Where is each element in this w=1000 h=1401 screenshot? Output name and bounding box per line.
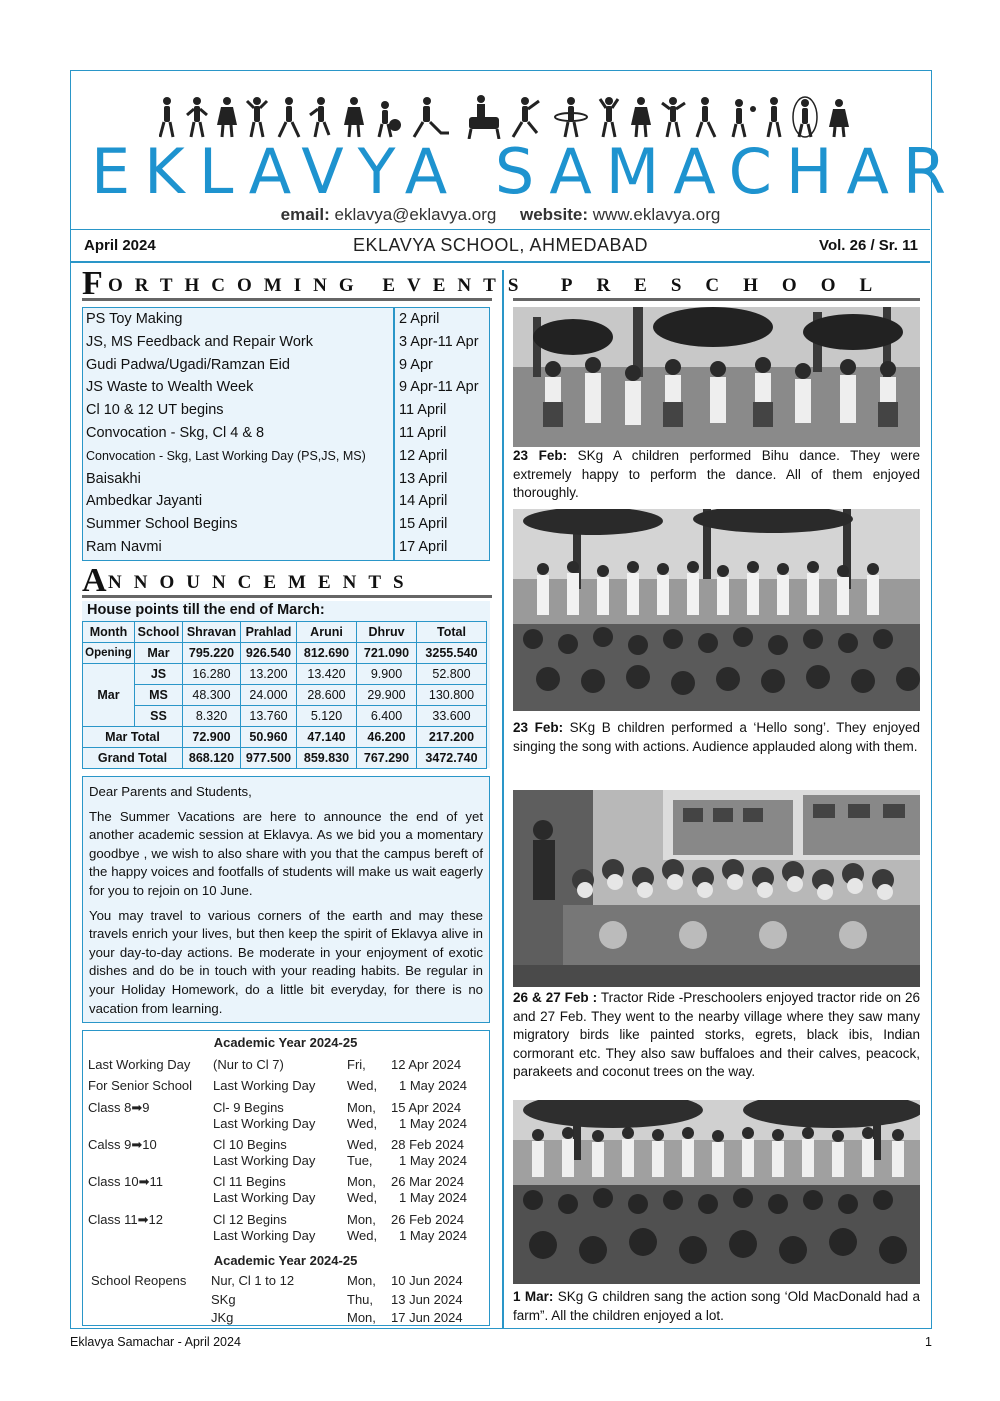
academic-heading: Academic Year 2024-25 (213, 1035, 358, 1050)
event-name: Convocation - Skg, Cl 4 & 8 (86, 425, 265, 441)
event-row (83, 536, 488, 559)
caption-date: 23 Feb: (513, 720, 564, 735)
calendar-date: 13 Jun 2024 (391, 1292, 463, 1307)
event-name: Ram Navmi (86, 539, 162, 555)
calendar-label: Class 10➡11 (88, 1174, 163, 1189)
event-date: 9 Apr (399, 356, 433, 373)
issue-date: April 2024 (84, 237, 156, 254)
table-cell: Mar Total (83, 727, 183, 748)
infobar-divider (71, 261, 930, 263)
calendar-day: Fri, (347, 1057, 366, 1072)
event-row (83, 376, 488, 399)
event-row (83, 468, 488, 491)
table-row (83, 685, 487, 706)
calendar-day: Mon, (347, 1273, 376, 1288)
house-points-panel (82, 601, 490, 768)
house-points-caption: House points till the end of March: (87, 602, 325, 618)
email-address[interactable]: eklavya@eklavya.org (334, 205, 497, 224)
event-row (83, 354, 488, 377)
calendar-item: Cl 10 Begins (213, 1137, 287, 1152)
caption-date: 1 Mar: (513, 1289, 554, 1304)
calendar-date: 28 Feb 2024 (391, 1137, 465, 1152)
website-link[interactable]: www.eklavya.org (592, 205, 721, 224)
calendar-day: Wed, (347, 1078, 378, 1093)
heading-initial: F (82, 265, 103, 302)
calendar-date: 1 May 2024 (399, 1190, 467, 1205)
table-cell: MS (135, 685, 183, 706)
event-date: 12 April (399, 447, 448, 464)
calendar-date: 1 May 2024 (399, 1116, 467, 1131)
calendar-item: Nur, Cl 1 to 12 (211, 1273, 295, 1288)
table-cell: 16.280 (183, 664, 241, 685)
table-cell: 24.000 (241, 685, 297, 706)
calendar-label: Last Working Day (88, 1057, 191, 1072)
table-cell: 72.900 (183, 727, 241, 748)
column-header: Dhruv (357, 622, 417, 643)
event-date: 11 April (399, 425, 447, 441)
caption-date: 23 Feb: (513, 448, 568, 463)
section-heading-preschool (513, 271, 920, 301)
event-name: Summer School Begins (86, 516, 238, 533)
photo-caption (513, 1288, 920, 1325)
caption-date: 26 & 27 Feb : (513, 990, 598, 1005)
calendar-date: 26 Mar 2024 (391, 1174, 464, 1189)
event-name: Gudi Padwa/Ugadi/Ramzan Eid (86, 356, 290, 373)
issue-volume: Vol. 26 / Sr. 11 (819, 237, 918, 254)
event-name: Ambedkar Jayanti (86, 493, 203, 510)
calendar-item: Last Working Day (213, 1228, 316, 1243)
calendar-label: Calss 9➡10 (88, 1137, 157, 1152)
heading-text: ORTHCOMING EVENTS (108, 275, 531, 296)
photo-bihu-dance (513, 307, 920, 447)
caption-text: SKg A children performed Bihu dance. They were extremely happy to perform the dance. All of them enjoyed thoroughly. (513, 448, 920, 501)
event-date: 14 April (399, 493, 448, 510)
calendar-date: 1 May 2024 (399, 1153, 467, 1168)
calendar-day: Wed, (347, 1116, 378, 1131)
table-cell: JS (135, 664, 183, 685)
letter-greeting: Dear Parents and Students, (89, 784, 252, 799)
table-row (83, 727, 487, 748)
table-cell: Mar (135, 643, 183, 664)
table-row (83, 643, 487, 664)
page-frame (70, 70, 960, 1329)
column-header: Prahlad (241, 622, 297, 643)
calendar-item: Last Working Day (213, 1116, 316, 1131)
event-date: 15 April (399, 516, 448, 533)
table-cell: 217.200 (417, 727, 487, 748)
table-cell: 721.090 (357, 643, 417, 664)
event-name: JS Waste to Wealth Week (86, 379, 254, 396)
table-cell: 13.420 (297, 664, 357, 685)
photo-caption (513, 989, 920, 1082)
calendar-date: 1 May 2024 (399, 1228, 467, 1243)
calendar-label: School Reopens (91, 1273, 187, 1288)
caption-text: SKg B children performed a ‘Hello song’. They enjoyed singing the song with actions. Audience applauded along with them. (513, 720, 920, 754)
event-date: 3 Apr-11 Apr (399, 333, 479, 350)
event-row (83, 422, 488, 445)
table-cell: 795.220 (183, 643, 241, 664)
calendar-item: Last Working Day (213, 1153, 316, 1168)
event-row (83, 445, 488, 468)
heading-initial: A (82, 562, 107, 599)
calendar-day: Mon, (347, 1310, 376, 1325)
calendar-day: Wed, (347, 1137, 378, 1152)
table-cell: 13.200 (241, 664, 297, 685)
event-row (83, 490, 488, 513)
calendar-date: 12 Apr 2024 (391, 1057, 462, 1072)
table-cell: 3472.740 (417, 748, 487, 769)
table-cell: 52.800 (417, 664, 487, 685)
academic-calendar (82, 1030, 490, 1326)
photo-caption (513, 719, 920, 756)
calendar-label: Class 11➡12 (88, 1212, 163, 1227)
academic-heading: Academic Year 2024-25 (213, 1253, 358, 1268)
table-cell: 48.300 (183, 685, 241, 706)
dancing-figures-illustration (159, 95, 849, 139)
column-header: School (135, 622, 183, 643)
table-row (83, 748, 487, 769)
calendar-day: Wed, (347, 1190, 378, 1205)
event-date: 2 April (399, 311, 440, 327)
calendar-item: Cl 12 Begins (213, 1212, 287, 1227)
table-cell: 28.600 (297, 685, 357, 706)
table-cell: Opening (83, 643, 135, 664)
table-cell: 46.200 (357, 727, 417, 748)
table-cell: 8.320 (183, 706, 241, 727)
letter-paragraph: The Summer Vacations are here to announce the end of yet another academic session at Eklavya. As we bid you a momentary goodbye , we wish to also share with you that the campus bereft of the happy voices and footfalls of students will make us wait eagerly for you to rejoin on 10 June. (89, 808, 483, 898)
table-cell: 859.830 (297, 748, 357, 769)
column-header: Total (417, 622, 487, 643)
table-row (83, 664, 487, 685)
calendar-item: JKg (211, 1310, 234, 1325)
table-cell: 5.120 (297, 706, 357, 727)
issue-info-bar (71, 231, 930, 261)
event-row (83, 308, 488, 331)
event-date: 13 April (399, 470, 448, 487)
photo-tractor-ride (513, 790, 920, 987)
email-label: email: (280, 205, 330, 224)
calendar-day: Mon, (347, 1174, 376, 1189)
calendar-item: (Nur to Cl 7) (213, 1057, 284, 1072)
calendar-day: Mon, (347, 1100, 376, 1115)
column-header: Month (83, 622, 135, 643)
calendar-label: Class 8➡9 (88, 1100, 150, 1115)
calendar-date: 26 Feb 2024 (391, 1212, 465, 1227)
table-cell: 6.400 (357, 706, 417, 727)
calendar-item: Cl- 9 Begins (213, 1100, 284, 1115)
table-cell: 29.900 (357, 685, 417, 706)
page-number: 1 (925, 1335, 932, 1349)
event-name: JS, MS Feedback and Repair Work (86, 333, 313, 350)
principal-letter (82, 776, 490, 1023)
calendar-day: Wed, (347, 1228, 378, 1243)
photo-old-macdonald (513, 1100, 920, 1284)
calendar-date: 15 Apr 2024 (391, 1100, 462, 1115)
calendar-item: Last Working Day (213, 1190, 316, 1205)
event-name: Baisakhi (86, 470, 141, 487)
table-cell: 868.120 (183, 748, 241, 769)
school-name: EKLAVYA SCHOOL, AHMEDABAD (353, 235, 648, 255)
website-label: website: (520, 205, 589, 224)
event-row (83, 513, 488, 536)
calendar-date: 10 Jun 2024 (391, 1273, 463, 1288)
event-date: 9 Apr-11 Apr (399, 379, 479, 396)
section-heading-events (82, 265, 531, 302)
column-header: Shravan (183, 622, 241, 643)
event-name: Convocation - Skg, Last Working Day (PS,JS, MS) (86, 448, 366, 463)
calendar-label: For Senior School (88, 1078, 193, 1093)
table-cell: 50.960 (241, 727, 297, 748)
event-name: Cl 10 & 12 UT begins (86, 402, 224, 419)
heading-text: PRESCHOOL (560, 275, 897, 296)
calendar-date: 1 May 2024 (399, 1078, 467, 1093)
table-row (83, 706, 487, 727)
table-cell: 47.140 (297, 727, 357, 748)
section-heading-announcements (82, 562, 492, 599)
letter-paragraph: You may travel to various corners of the earth and may these travels enrich your lives, but then keep the spirit of Eklavya alive in your day-to-day actions. Be moderate in your enjoyment of exotic dishes and do be in touch with your reading habits. Be regular in your Holiday Homework, do a little bit everyday, for there is no vacation from learning. (89, 907, 483, 1016)
table-cell: Mar (83, 664, 135, 727)
calendar-date: 17 Jun 2024 (391, 1310, 463, 1325)
photo-caption (513, 447, 920, 503)
newsletter-title: EKLAVYA SAMACHAR (91, 135, 960, 208)
table-cell: 130.800 (417, 685, 487, 706)
house-points-table (82, 621, 487, 769)
table-cell: 812.690 (297, 643, 357, 664)
column-header: Aruni (297, 622, 357, 643)
masthead (71, 71, 960, 230)
events-table (82, 307, 490, 561)
caption-text: SKg G children sang the action song ‘Old MacDonald had a farm”. All the children enjoyed a lot. (513, 1289, 921, 1323)
footer-publication: Eklavya Samachar - April 2024 (70, 1335, 241, 1349)
event-row (83, 399, 488, 422)
event-date: 17 April (399, 539, 448, 555)
event-date: 11 April (399, 402, 447, 419)
calendar-item: Cl 11 Begins (213, 1174, 286, 1189)
calendar-item: SKg (211, 1292, 236, 1307)
photo-hello-song (513, 509, 920, 711)
table-header-row (83, 622, 487, 643)
contact-line (71, 205, 930, 225)
table-cell: 767.290 (357, 748, 417, 769)
table-cell: 9.900 (357, 664, 417, 685)
calendar-day: Thu, (347, 1292, 374, 1307)
event-name: PS Toy Making (86, 311, 183, 327)
table-cell: 33.600 (417, 706, 487, 727)
table-cell: 3255.540 (417, 643, 487, 664)
calendar-day: Mon, (347, 1212, 376, 1227)
event-row (83, 331, 488, 354)
calendar-day: Tue, (347, 1153, 373, 1168)
table-cell: 977.500 (241, 748, 297, 769)
heading-text: NNOUNCEMENTS (108, 572, 416, 593)
table-cell: 13.760 (241, 706, 297, 727)
caption-text: Tractor Ride -Preschoolers enjoyed tractor ride on 26 and 27 Feb. They went to the nearby village where they saw many migratory birds like painted storks, egrets, black ibis, Indian cormorant etc. They also saw buffaloes and their calves, peacock, parakeets and coconut trees on the way. (513, 990, 921, 1080)
table-cell: SS (135, 706, 183, 727)
table-cell: Grand Total (83, 748, 183, 769)
calendar-item: Last Working Day (213, 1078, 316, 1093)
table-cell: 926.540 (241, 643, 297, 664)
column-divider (502, 270, 504, 1328)
